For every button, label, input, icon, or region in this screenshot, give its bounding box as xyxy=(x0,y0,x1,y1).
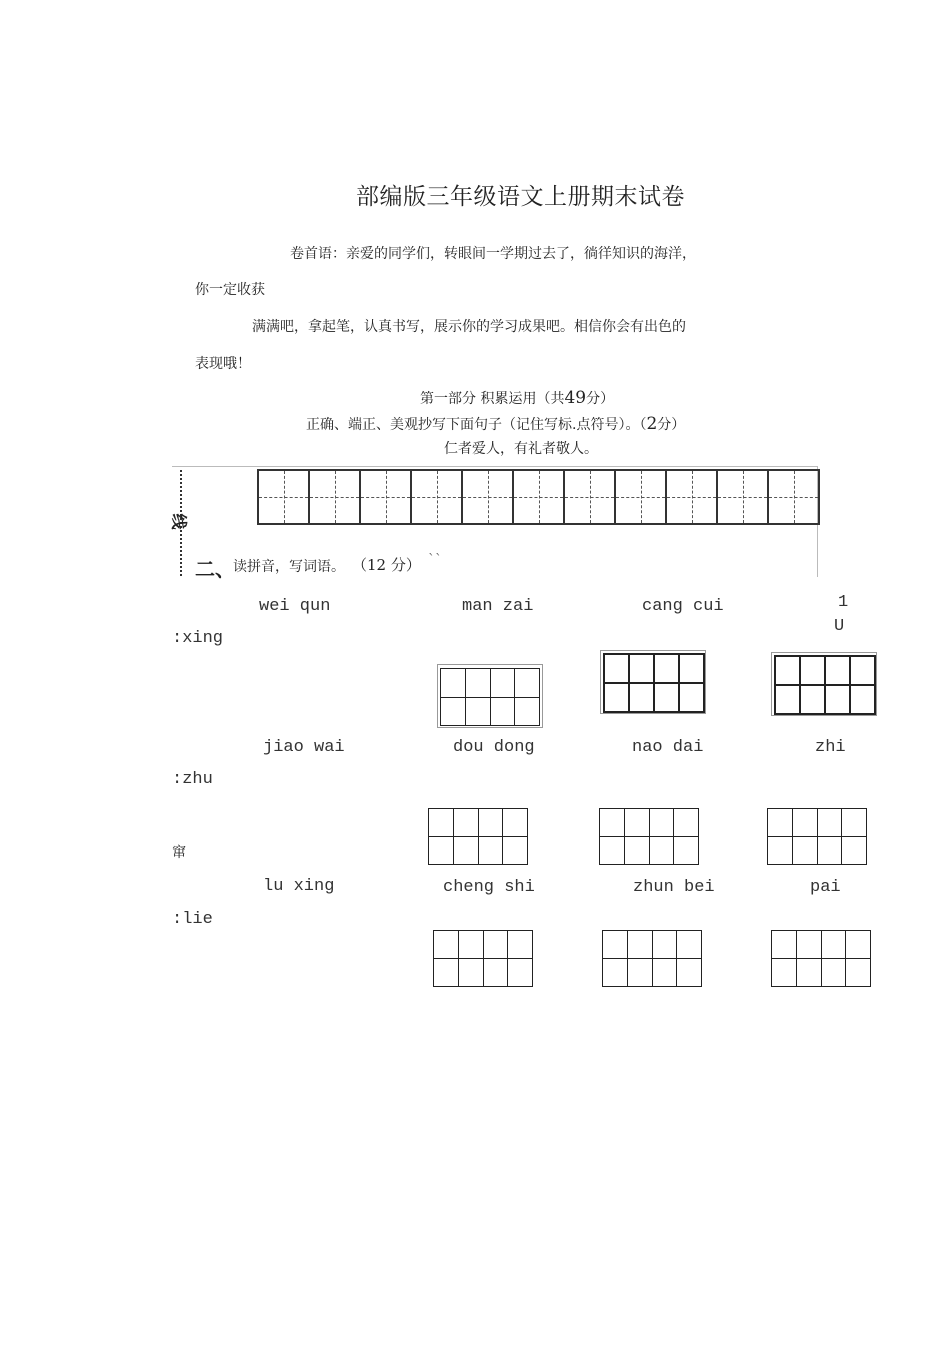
tian-cell[interactable] xyxy=(257,469,310,525)
pinyin-pai: pai xyxy=(810,878,841,897)
tian-cell[interactable] xyxy=(563,469,616,525)
pinyin-row1-last: 1 xyxy=(838,593,849,612)
answer-grid[interactable] xyxy=(599,808,699,865)
tian-cell[interactable] xyxy=(512,469,565,525)
q1-points: 2 xyxy=(646,414,658,434)
answer-grid[interactable] xyxy=(774,655,876,715)
intro-line-1: 卷首语：亲爱的同学们，转眼间一学期过去了，徜徉知识的海洋， xyxy=(290,246,696,262)
intro-line-3: 满满吧，拿起笔，认真书写，展示你的学习成果吧。相信你会有出色的 xyxy=(252,319,686,335)
answer-grid[interactable] xyxy=(433,930,533,987)
intro-line-4: 表现哦！ xyxy=(195,356,251,372)
tian-cell[interactable] xyxy=(716,469,769,525)
stray-char: 窜 xyxy=(172,845,186,861)
q2-points: （12 分） xyxy=(352,556,421,574)
pinyin-row1-extra: U xyxy=(834,617,845,636)
pinyin-cheng-shi: cheng shi xyxy=(443,878,535,897)
q1-sentence: 仁者爱人，有礼者敬人。 xyxy=(444,441,598,457)
pinyin-zhi: zhi xyxy=(815,738,846,757)
pinyin-jiao-wai: jiao wai xyxy=(263,738,345,757)
answer-grid[interactable] xyxy=(440,668,540,726)
q1-suffix: 分） xyxy=(657,417,686,433)
tian-cell[interactable] xyxy=(410,469,463,525)
tian-cell[interactable] xyxy=(665,469,718,525)
page-title: 部编版三年级语文上册期末试卷 xyxy=(356,184,685,210)
pinyin-wei-qun: wei qun xyxy=(259,597,331,616)
pinyin-man-zai: man zai xyxy=(462,597,534,616)
pinyin-lu-xing: lu xing xyxy=(263,877,335,896)
q2-text: 读拼音，写词语。 xyxy=(233,559,345,575)
q1-instruction xyxy=(306,414,685,434)
answer-grid[interactable] xyxy=(602,930,702,987)
pinyin-dou-dong: dou dong xyxy=(453,738,535,757)
pinyin-row2-tail: :zhu xyxy=(172,770,213,789)
tian-cell[interactable] xyxy=(614,469,667,525)
pinyin-row3-tail: :lie xyxy=(172,910,213,929)
part1-prefix: 第一部分 积累运用（共 xyxy=(420,391,565,407)
answer-grid[interactable] xyxy=(603,653,705,713)
tian-cell[interactable] xyxy=(308,469,361,525)
part1-points: 49 xyxy=(564,388,587,408)
part1-suffix: 分） xyxy=(586,391,615,407)
binding-line-char: 线 xyxy=(169,513,189,530)
pinyin-row1-tail: :xing xyxy=(172,629,224,648)
answer-grid[interactable] xyxy=(771,930,871,987)
tian-cell[interactable] xyxy=(461,469,514,525)
tian-cell[interactable] xyxy=(767,469,820,525)
copy-grid[interactable] xyxy=(259,469,820,525)
q2-noise: `` xyxy=(428,552,442,568)
pinyin-zhun-bei: zhun bei xyxy=(633,878,715,897)
pinyin-nao-dai: nao dai xyxy=(632,738,704,757)
answer-grid[interactable] xyxy=(767,808,867,865)
pinyin-cang-cui: cang cui xyxy=(642,597,724,616)
part1-heading xyxy=(420,388,614,408)
q1-prefix: 正确、端正、美观抄写下面句子（记住写标.点符号）。（ xyxy=(306,417,647,433)
answer-grid[interactable] xyxy=(428,808,528,865)
q2-number: 二、 xyxy=(195,557,235,581)
tian-cell[interactable] xyxy=(359,469,412,525)
intro-line-2: 你一定收获 xyxy=(195,282,265,298)
